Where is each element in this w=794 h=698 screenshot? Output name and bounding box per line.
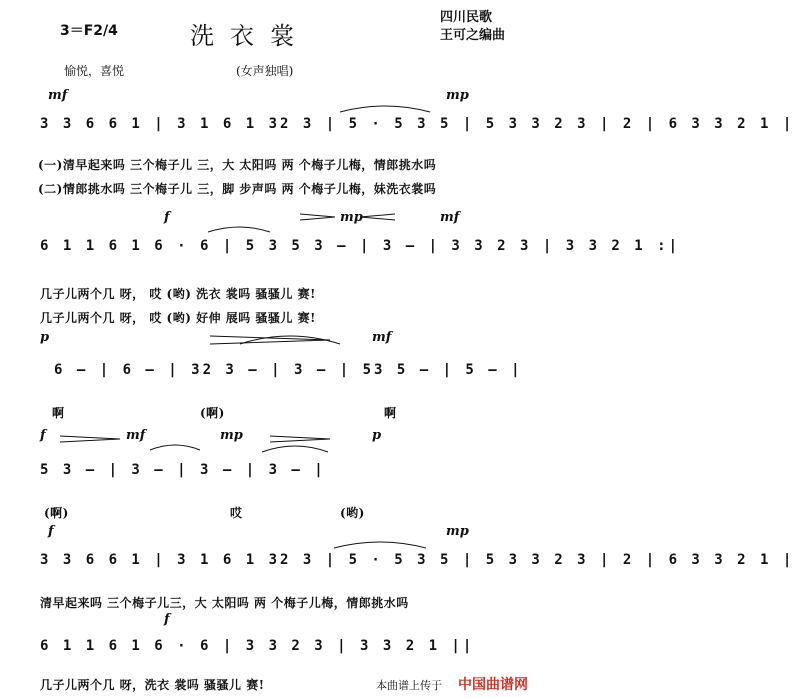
notation-row-6: 6 1 1 6 1 6 · 6 | 3 3 2 3 | 3 3 2 1 || (40, 638, 475, 654)
tempo-marking: 愉悦，喜悦 (64, 64, 125, 78)
slur-4 (150, 445, 200, 450)
hairpin-1 (300, 214, 335, 220)
dynamic-f-4: f (164, 612, 170, 627)
lyrics-row-6: 几子儿两个几 呀，洗衣 裳吗 骚骚儿 赛! (40, 678, 265, 692)
lyrics-row-2a: 几子儿两个几 呀， 哎 (哟) 洗衣 裳吗 骚骚儿 赛! (40, 287, 316, 301)
dynamic-mp-4: mp (446, 524, 469, 539)
upload-note: 本曲谱上传于 (376, 679, 442, 692)
dynamic-f-2: f (40, 428, 46, 443)
dynamic-mf-1: mf (48, 88, 68, 103)
credit-origin: 四川民歌 (440, 10, 493, 25)
lyric-ah-4: (啊) (44, 506, 69, 520)
dynamic-mp-1: mp (446, 88, 469, 103)
dynamic-mf-3: mf (372, 330, 392, 345)
hairpin-4 (60, 436, 120, 442)
dynamic-mp-3: mp (220, 428, 243, 443)
hairpin-2 (360, 214, 395, 220)
slur-1 (340, 106, 430, 112)
key-signature: 3＝F2/4 (60, 23, 118, 39)
notation-row-5: 3 3 6 6 1 | 3 1 6 1 32 3 | 5 · 5 3 5 | 5 3 3 2 3 | 2 | 6 3 3 2 1 | (40, 552, 794, 568)
dynamic-p-2: p (372, 428, 382, 443)
song-title: 洗衣裳 (190, 22, 310, 50)
lyric-ah-1: 啊 (52, 406, 65, 420)
notation-row-3: 6 — | 6 — | 32 3 — | 3 — | 53 5 — | 5 — | (54, 362, 523, 378)
notation-row-2: 6 1 1 6 1 6 · 6 | 5 3 5 3 — | 3 — | 3 3 2 3 | 3 3 2 1 :| (40, 238, 681, 254)
hairpin-5 (270, 436, 330, 442)
lyric-ai: 哎 (230, 506, 243, 520)
site-logo[interactable]: 中国曲谱网 (458, 677, 528, 693)
slur-5 (262, 446, 328, 452)
notation-row-4: 5 3 — | 3 — | 3 — | 3 — | (40, 462, 326, 478)
dynamic-mf-2: mf (440, 210, 460, 225)
dynamic-p-1: p (40, 330, 50, 345)
dynamic-f-3: f (48, 524, 54, 539)
notation-row-1: 3 3 6 6 1 | 3 1 6 1 32 3 | 5 · 5 3 5 | 5 3 3 2 3 | 2 | 6 3 3 2 1 | (40, 116, 794, 132)
lyrics-row-2b: 几子儿两个几 呀， 哎 (哟) 好伸 展吗 骚骚儿 赛! (40, 311, 316, 325)
credit-arranger: 王可之编曲 (440, 28, 506, 43)
slur-6 (334, 542, 426, 548)
voice-marking: (女声独唱) (236, 64, 294, 78)
lyric-ah-3: 啊 (384, 406, 397, 420)
dynamic-mp-2: mp (340, 210, 363, 225)
dynamic-f-1: f (164, 210, 170, 225)
lyrics-row-1b: (二)情郎挑水吗 三个梅子儿 三，脚 步声吗 两 个梅子儿梅，妹洗衣裳吗 (38, 182, 437, 196)
slur-2 (208, 227, 270, 232)
dynamic-mf-4: mf (126, 428, 146, 443)
lyrics-row-5: 清早起来吗 三个梅子儿三，大 太阳吗 两 个梅子儿梅，情郎挑水吗 (40, 596, 409, 610)
lyrics-row-1a: (一)清早起来吗 三个梅子儿 三，大 太阳吗 两 个梅子儿梅，情郎挑水吗 (38, 158, 437, 172)
lyric-yo: (哟) (340, 506, 365, 520)
lyric-ah-2: (啊) (200, 406, 225, 420)
